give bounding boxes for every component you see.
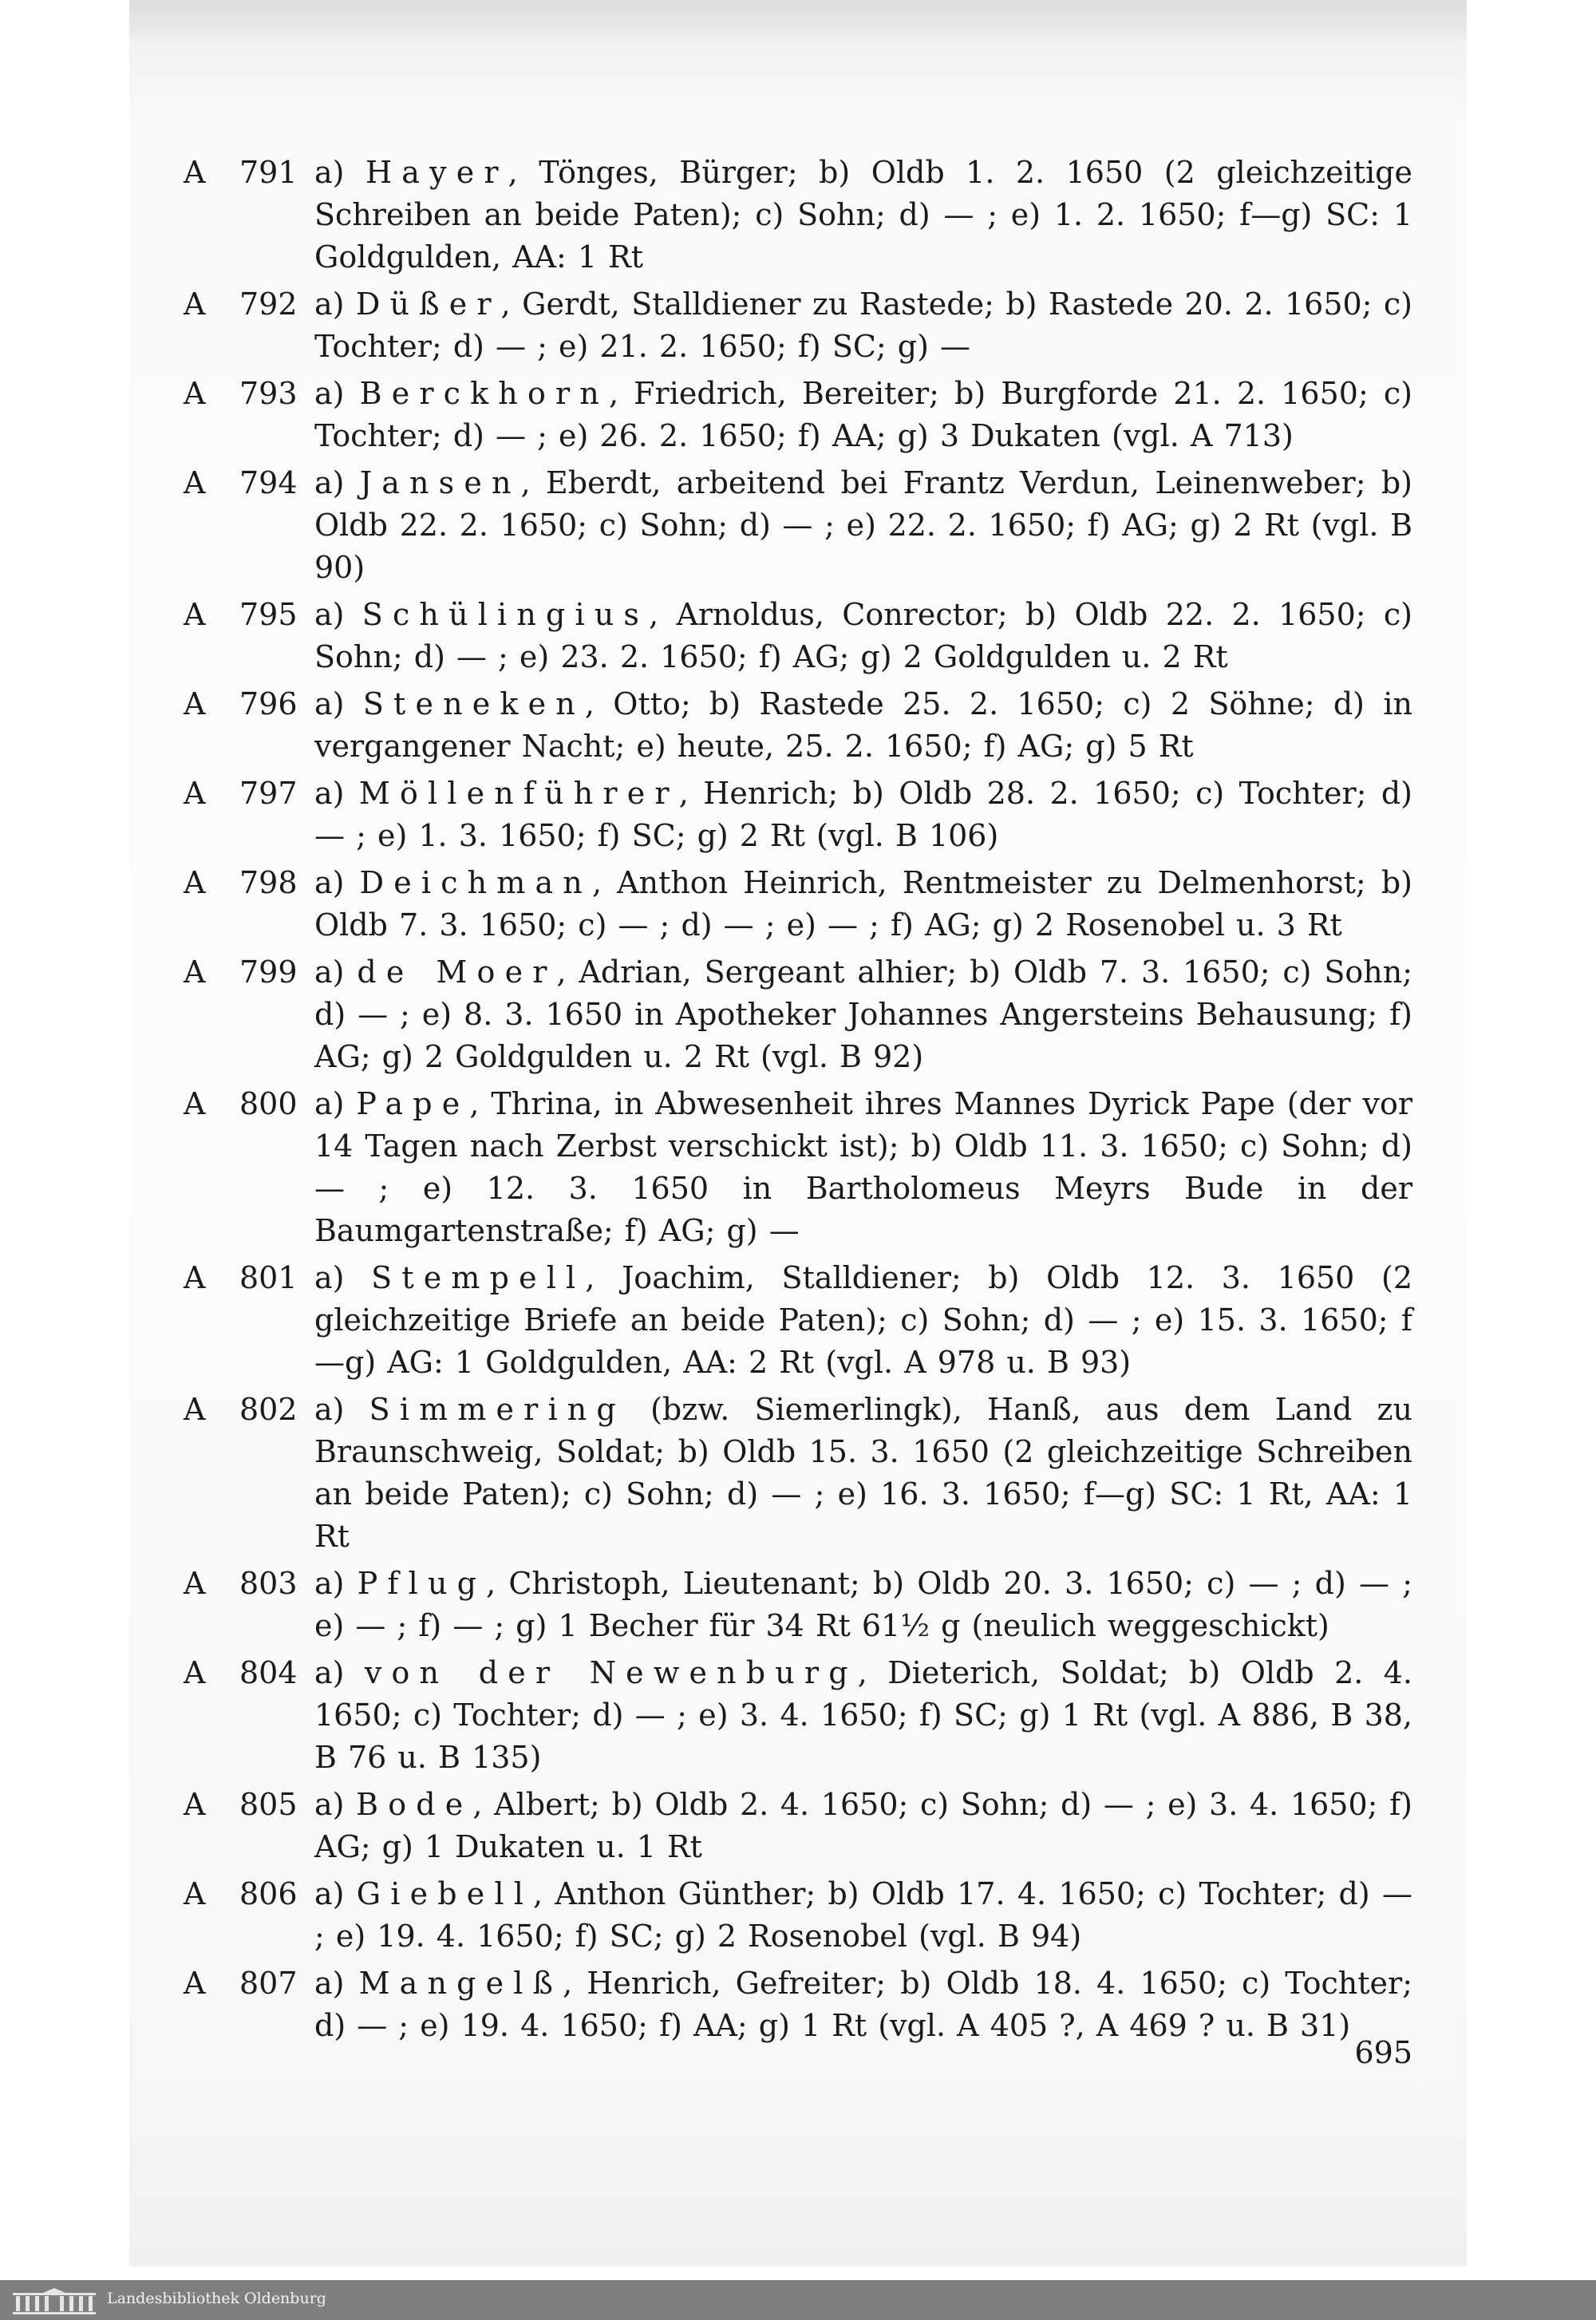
entry-item-label: a) xyxy=(314,376,360,411)
register-entry xyxy=(0,1563,1596,1647)
entry-text xyxy=(314,773,1412,857)
entry-item-label: a) xyxy=(314,1086,357,1121)
entry-text xyxy=(314,283,1412,368)
entry-number: 802 xyxy=(239,1392,298,1427)
entry-number: 804 xyxy=(239,1655,298,1690)
entry-prefix: A xyxy=(184,597,206,632)
entry-prefix: A xyxy=(184,1086,206,1121)
register-entry xyxy=(0,1257,1596,1384)
entry-prefix: A xyxy=(184,1876,206,1911)
entry-details: , Thrina, in Abwesenheit ihres Mannes Dyrick Pape (der vor 14 Tagen nach Zerbst verschickt ist); b) Oldb 11. 3. 1650; c) Sohn; d) — ; e) 12. 3. 1650 in Bartholomeus Meyrs Bude in der Baumgartenstraße; f) AG; g) — xyxy=(314,1086,1412,1248)
entry-item-label: a) xyxy=(314,1655,365,1690)
entry-number: 807 xyxy=(239,1966,298,2001)
entry-name: Schülingius xyxy=(361,597,650,632)
entry-text xyxy=(314,1257,1412,1384)
entry-details: , Adrian, Sergeant alhier; b) Oldb 7. 3. 1650; c) Sohn; d) — ; e) 8. 3. 1650 in Apotheker Johannes Angersteins Behausung; f) AG; g) 2 Goldgulden u. 2 Rt (vgl. B 92) xyxy=(314,954,1413,1074)
entry-prefix: A xyxy=(184,376,206,411)
entry-name: von der Newenburg xyxy=(364,1655,858,1690)
entry-text xyxy=(314,951,1412,1078)
entry-number: 801 xyxy=(239,1260,298,1295)
entry-details: , Arnoldus, Conrector; b) Oldb 22. 2. 1650; c) Sohn; d) — ; e) 23. 2. 1650; f) AG; g) 2 Goldgulden u. 2 Rt xyxy=(314,597,1412,674)
entry-text xyxy=(314,1563,1412,1647)
entry-number: 792 xyxy=(239,287,298,322)
entry-details: , Eberdt, arbeitend bei Frantz Verdun, Leinenweber; b) Oldb 22. 2. 1650; c) Sohn; d) — ; e) 22. 2. 1650; f) AG; g) 2 Rt (vgl. B 90) xyxy=(314,465,1412,585)
entry-text xyxy=(314,1784,1412,1868)
entry-item-label: a) xyxy=(314,465,360,500)
entry-number: 797 xyxy=(239,776,298,811)
entry-name: Giebell xyxy=(356,1876,534,1911)
footer-library-name: Landesbibliothek Oldenburg xyxy=(107,2290,326,2307)
entry-item-label: a) xyxy=(314,1966,359,2001)
entry-prefix: A xyxy=(184,1260,206,1295)
entry-name: Berckhorn xyxy=(359,376,609,411)
entry-item-label: a) xyxy=(314,1392,369,1427)
register-entry xyxy=(0,594,1596,678)
entry-details: , Gerdt, Stalldiener zu Rastede; b) Rastede 20. 2. 1650; c) Tochter; d) — ; e) 21. 2. 1650; f) SC; g) — xyxy=(314,287,1412,364)
entry-prefix: A xyxy=(184,686,206,721)
entry-details: , Joachim, Stalldiener; b) Oldb 12. 3. 1650 (2 gleichzeitige Briefe an beide Paten); c) Sohn; d) — ; e) 15. 3. 1650; f—g) AG: 1 Goldgulden, AA: 2 Rt (vgl. A 978 u. B 93) xyxy=(314,1260,1412,1380)
entry-text xyxy=(314,1652,1412,1779)
entry-prefix: A xyxy=(184,1392,206,1427)
register-entry xyxy=(0,1652,1596,1779)
entry-name: Pflug xyxy=(357,1566,487,1601)
entry-details: , Tönges, Bürger; b) Oldb 1. 2. 1650 (2 gleichzeitige Schreiben an beide Paten); c) Sohn; d) — ; e) 1. 2. 1650; f—g) SC: 1 Goldgulden, AA: 1 Rt xyxy=(314,155,1412,275)
entry-item-label: a) xyxy=(314,597,362,632)
entry-prefix: A xyxy=(184,954,206,990)
entry-prefix: A xyxy=(184,1566,206,1601)
entry-text xyxy=(314,1962,1412,2047)
register-entry xyxy=(0,1083,1596,1252)
entry-number: 793 xyxy=(239,376,298,411)
entry-number: 798 xyxy=(239,865,298,900)
entry-item-label: a) xyxy=(314,865,360,900)
entry-number: 796 xyxy=(239,686,298,721)
entry-item-label: a) xyxy=(314,155,365,190)
entry-name: de Moer xyxy=(357,954,557,990)
entry-details: , Albert; b) Oldb 2. 4. 1650; c) Sohn; d) — ; e) 3. 4. 1650; f) AG; g) 1 Dukaten u. 1 Rt xyxy=(314,1787,1412,1864)
register-entry xyxy=(0,1873,1596,1958)
entry-name: Bode xyxy=(356,1787,473,1822)
entry-text xyxy=(314,862,1412,947)
entry-details: (bzw. Siemerlingk), Hanß, aus dem Land zu Braunschweig, Soldat; b) Oldb 15. 3. 1650 (2 gleichzeitige Schreiben an beide Paten); c) Sohn; d) — ; e) 16. 3. 1650; f—g) SC: 1 Rt, AA: 1 Rt xyxy=(314,1392,1412,1554)
entry-text xyxy=(314,683,1412,768)
entry-details: , Anthon Günther; b) Oldb 17. 4. 1650; c) Tochter; d) — ; e) 19. 4. 1650; f) SC; g) 2 Rosenobel (vgl. B 94) xyxy=(314,1876,1412,1954)
entry-item-label: a) xyxy=(314,686,363,721)
entry-name: Düßer xyxy=(355,287,501,322)
footer-bar xyxy=(0,2280,1596,2320)
entry-item-label: a) xyxy=(314,954,358,990)
register-entry xyxy=(0,373,1596,457)
entry-name: Mangelß xyxy=(358,1966,563,2001)
entry-text xyxy=(314,594,1412,678)
entry-text xyxy=(314,1083,1412,1252)
entry-item-label: a) xyxy=(314,1260,372,1295)
entry-prefix: A xyxy=(184,287,206,322)
entry-number: 795 xyxy=(239,597,298,632)
entry-number: 794 xyxy=(239,465,298,500)
entry-item-label: a) xyxy=(314,1876,357,1911)
entry-name: Stempell xyxy=(371,1260,586,1295)
entry-prefix: A xyxy=(184,155,206,190)
entry-number: 791 xyxy=(239,155,298,190)
register-entry xyxy=(0,283,1596,368)
entry-number: 800 xyxy=(239,1086,298,1121)
entry-name: Hayer xyxy=(365,155,508,190)
entry-item-label: a) xyxy=(314,776,359,811)
entry-details: , Christoph, Lieutenant; b) Oldb 20. 3. 1650; c) — ; d) — ; e) — ; f) — ; g) 1 Becher für 34 Rt 61½ g (neulich weggeschickt) xyxy=(314,1566,1412,1643)
page-number: 695 xyxy=(1354,2035,1412,2070)
register-entry xyxy=(0,951,1596,1078)
entry-details: , Henrich; b) Oldb 28. 2. 1650; c) Tochter; d) — ; e) 1. 3. 1650; f) SC; g) 2 Rt (vgl. B 106) xyxy=(314,776,1413,853)
entry-name: Jansen xyxy=(359,465,521,500)
entry-name: Möllenführer xyxy=(358,776,679,811)
entry-text xyxy=(314,1873,1412,1958)
entry-details: , Otto; b) Rastede 25. 2. 1650; c) 2 Söhne; d) in vergangener Nacht; e) heute, 25. 2. 1650; f) AG; g) 5 Rt xyxy=(314,686,1412,764)
entry-item-label: a) xyxy=(314,1566,358,1601)
entry-prefix: A xyxy=(184,1655,206,1690)
entry-prefix: A xyxy=(184,865,206,900)
entry-item-label: a) xyxy=(314,287,356,322)
register-entry xyxy=(0,152,1596,279)
entry-name: Simmering xyxy=(369,1392,626,1427)
entry-number: 799 xyxy=(239,954,298,990)
entry-name: Pape xyxy=(356,1086,470,1121)
entry-prefix: A xyxy=(184,465,206,500)
entry-name: Steneken xyxy=(362,686,585,721)
entry-text xyxy=(314,152,1412,279)
register-entry xyxy=(0,462,1596,589)
entry-number: 805 xyxy=(239,1787,298,1822)
entry-details: , Dieterich, Soldat; b) Oldb 2. 4. 1650; c) Tochter; d) — ; e) 3. 4. 1650; f) SC; g) 1 Rt (vgl. A 886, B 38, B 76 u. B 135) xyxy=(314,1655,1412,1775)
register-entry xyxy=(0,1389,1596,1558)
entry-item-label: a) xyxy=(314,1787,357,1822)
entry-text xyxy=(314,373,1412,457)
library-building-icon xyxy=(11,2288,97,2315)
entry-text xyxy=(314,462,1412,589)
entry-list xyxy=(0,152,1596,2052)
entry-details: , Friedrich, Bereiter; b) Burgforde 21. 2. 1650; c) Tochter; d) — ; e) 26. 2. 1650; f) AA; g) 3 Dukaten (vgl. A 713) xyxy=(314,376,1413,453)
entry-prefix: A xyxy=(184,776,206,811)
register-entry xyxy=(0,683,1596,768)
register-entry xyxy=(0,1784,1596,1868)
entry-prefix: A xyxy=(184,1966,206,2001)
entry-details: , Anthon Heinrich, Rentmeister zu Delmenhorst; b) Oldb 7. 3. 1650; c) — ; d) — ; e) — ; f) AG; g) 2 Rosenobel u. 3 Rt xyxy=(314,865,1413,943)
entry-details: , Henrich, Gefreiter; b) Oldb 18. 4. 1650; c) Tochter; d) — ; e) 19. 4. 1650; f) AA; g) 1 Rt (vgl. A 405 ?, A 469 ? u. B 31) xyxy=(314,1966,1413,2043)
entry-number: 803 xyxy=(239,1566,298,1601)
register-entry xyxy=(0,862,1596,947)
entry-name: Deichman xyxy=(359,865,592,900)
entry-text xyxy=(314,1389,1412,1558)
entry-prefix: A xyxy=(184,1787,206,1822)
register-entry xyxy=(0,773,1596,857)
entry-number: 806 xyxy=(239,1876,298,1911)
